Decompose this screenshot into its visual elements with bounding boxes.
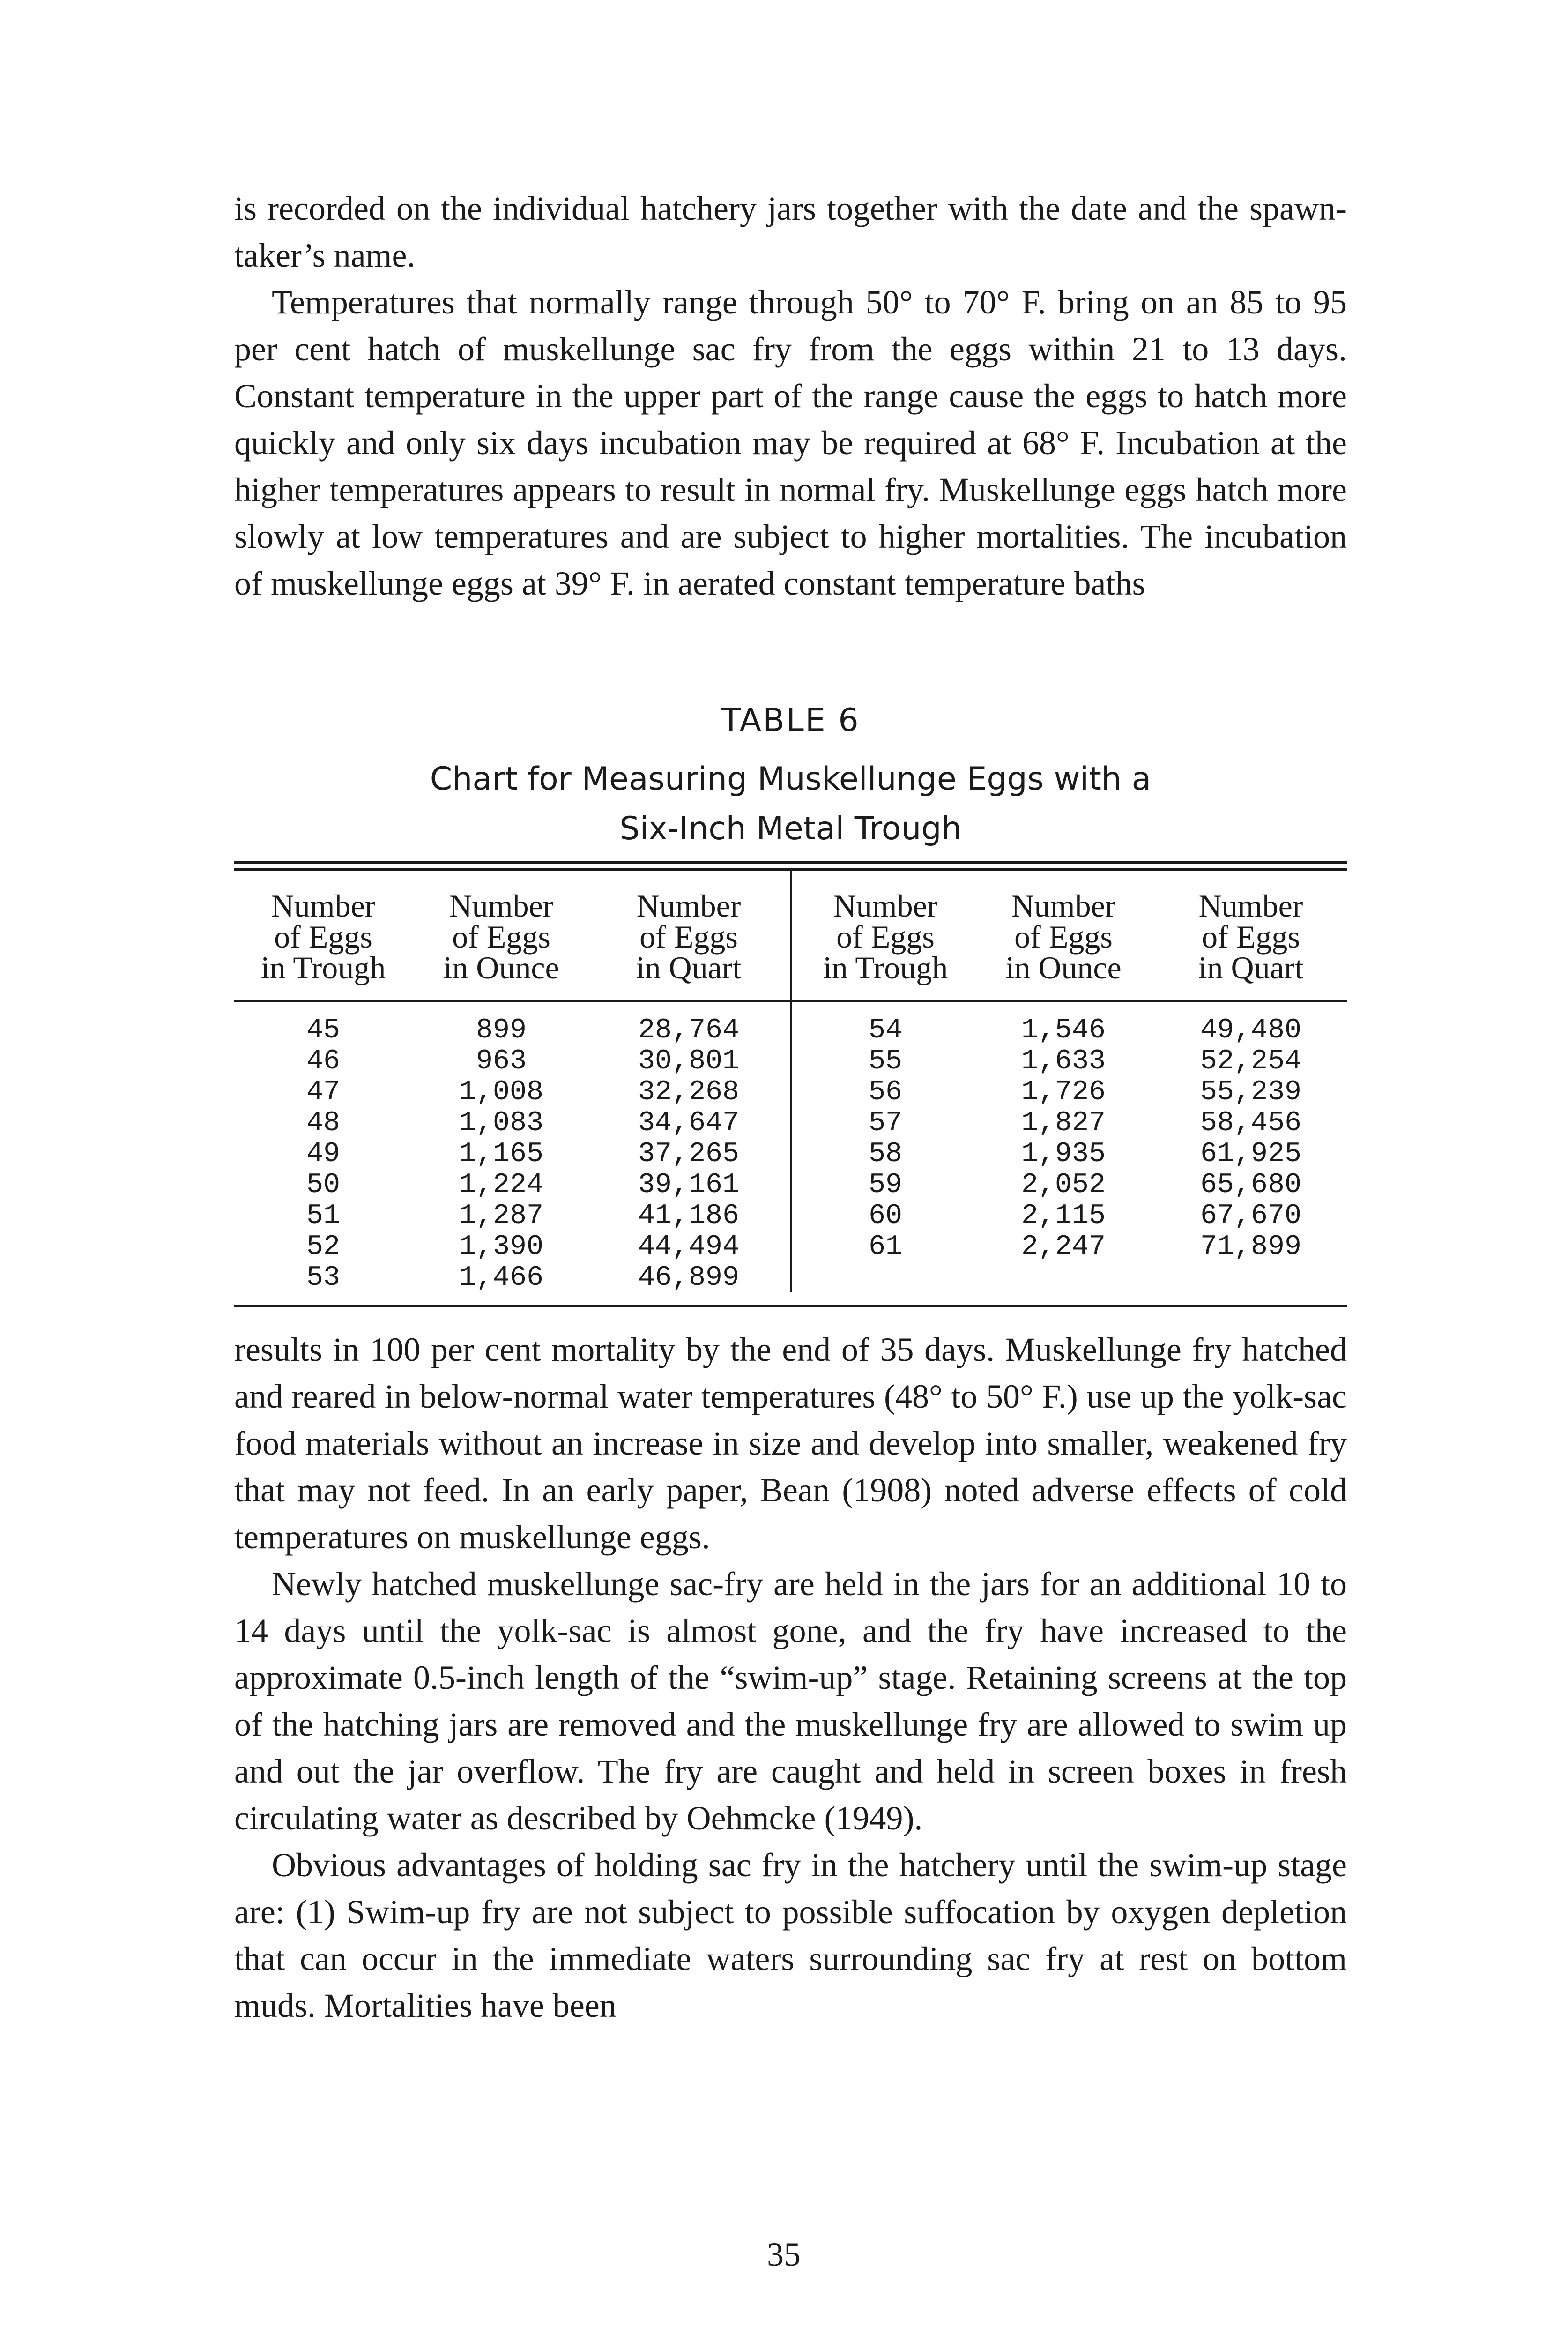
table-cell: 2,115	[1021, 1200, 1106, 1232]
table-cell: 2,052	[1021, 1169, 1106, 1201]
header-line: in Trough	[260, 950, 386, 985]
table-cell: 50	[306, 1169, 340, 1201]
header-line: of Eggs	[1202, 919, 1300, 955]
table-cell: 44,494	[638, 1231, 740, 1263]
column-values	[974, 1015, 1152, 1262]
header-line: in Quart	[1198, 950, 1304, 985]
table-cell: 28,764	[638, 1015, 740, 1046]
table-column-ounce-left	[412, 0, 590, 1359]
table-cell: 49,480	[1200, 1015, 1302, 1046]
table-cell: 1,083	[459, 1107, 544, 1139]
header-line: Number	[449, 888, 554, 924]
table-cell: 58,456	[1200, 1107, 1302, 1139]
header-line: in Trough	[823, 950, 948, 985]
table-center-divider	[790, 871, 792, 1292]
table-cell: 53	[306, 1262, 340, 1294]
header-line: of Eggs	[1014, 919, 1113, 955]
table-cell: 49	[306, 1138, 340, 1170]
table-cell: 56	[868, 1076, 902, 1108]
header-line: in Quart	[636, 950, 742, 985]
table-cell: 1,287	[459, 1200, 544, 1232]
table-cell: 47	[306, 1076, 340, 1108]
column-header	[974, 890, 1152, 983]
table-cell: 32,268	[638, 1076, 740, 1108]
table-cell: 46,899	[638, 1262, 740, 1294]
table-cell: 41,186	[638, 1200, 740, 1232]
header-line: in Ounce	[1005, 950, 1122, 985]
table-cell: 1,008	[459, 1076, 544, 1108]
table-caption-line-1: Chart for Measuring Muskellunge Eggs with a	[430, 761, 1152, 798]
table-column-ounce-right	[974, 0, 1152, 1359]
page-number: 35	[767, 2236, 801, 2273]
table-cell: 1,726	[1021, 1076, 1106, 1108]
table-column-trough-right	[796, 0, 974, 1359]
paragraph-sac-fry: Newly hatched muskellunge sac-fry are held in the jars for an additional 10 to 14 days until the yolk-sac is almost gone, and the fry have increased to the approximate 0.5-inch length of the “swim-up” stage. Retaining screens at the top of the hatching jars are removed and the muskellunge fry are allowed to swim up and out the jar overflow. The fry are caught and held in screen boxes in fresh circulating water as described by Oehmcke (1949).	[234, 1565, 1347, 1837]
table-cell: 48	[306, 1107, 340, 1139]
table-cell: 1,224	[459, 1169, 544, 1201]
table-column-quart-left	[590, 0, 787, 1359]
header-line: Number	[833, 888, 938, 924]
table-cell: 37,265	[638, 1138, 740, 1170]
table-cell: 67,670	[1200, 1200, 1302, 1232]
table-cell: 58	[868, 1138, 902, 1170]
table-cell: 1,935	[1021, 1138, 1106, 1170]
table-cell: 61,925	[1200, 1138, 1302, 1170]
column-values	[1152, 1015, 1349, 1262]
table-cell: 1,546	[1021, 1015, 1106, 1046]
column-values	[234, 1015, 412, 1293]
paragraph-temperatures: Temperatures that normally range through 50° to 70° F. bring on an 85 to 95 per cent hatch of muskellunge sac fry from the eggs within 21 to 13 days. Constant temperature in the upper part of the range cause the eggs to hatch more quickly and only six days incubation may be required at 68° F. Incubation at the higher temperatures appears to result in normal fry. Muskellunge eggs hatch more slowly at low temperatures and are subject to higher mortalities. The incubation of muskellunge eggs at 39° F. in aerated constant temperature baths	[234, 284, 1347, 602]
table-label: TABLE 6	[721, 702, 860, 739]
header-line: Number	[271, 888, 376, 924]
header-line: Number	[636, 888, 741, 924]
table-cell: 52,254	[1200, 1045, 1302, 1077]
header-line: of Eggs	[452, 919, 550, 955]
header-line: Number	[1011, 888, 1116, 924]
body-text-bottom	[234, 1326, 1347, 2029]
table-cell: 2,247	[1021, 1231, 1106, 1263]
paragraph-continuation: is recorded on the individual hatchery jars together with the date and the spawn-taker’s name.	[234, 190, 1347, 274]
paragraph-mortality: results in 100 per cent mortality by the end of 35 days. Muskellunge fry hatched and reared in below-normal water temperatures (48° to 50° F.) use up the yolk-sac food materials without an increase in size and develop into smaller, weakened fry that may not feed. In an early paper, Bean (1908) noted adverse effects of cold temperatures on muskellunge eggs.	[234, 1331, 1347, 1556]
table-cell: 1,827	[1021, 1107, 1106, 1139]
header-line: of Eggs	[639, 919, 738, 955]
header-line: Number	[1198, 888, 1303, 924]
column-header	[234, 890, 412, 983]
table-cell: 57	[868, 1107, 902, 1139]
table-cell: 39,161	[638, 1169, 740, 1201]
table-cell: 52	[306, 1231, 340, 1263]
header-line: of Eggs	[274, 919, 372, 955]
table-cell: 46	[306, 1045, 340, 1077]
table-cell: 1,390	[459, 1231, 544, 1263]
paragraph-advantages: Obvious advantages of holding sac fry in the hatchery until the swim-up stage are: (1) Swim-up fry are not subject to possible suffocation by oxygen depletion that can occur in the immediate waters surrounding sac fry at rest on bottom muds. Mortalities have been	[234, 1846, 1347, 2024]
table-cell: 1,466	[459, 1262, 544, 1294]
table-cell: 65,680	[1200, 1169, 1302, 1201]
table-cell: 60	[868, 1200, 902, 1232]
table-caption-line-2: Six-Inch Metal Trough	[619, 810, 962, 847]
header-line: of Eggs	[836, 919, 935, 955]
table-cell: 963	[476, 1045, 527, 1077]
table-cell: 61	[868, 1231, 902, 1263]
column-header	[590, 890, 787, 983]
column-values	[590, 1015, 787, 1293]
table-cell: 54	[868, 1015, 902, 1046]
column-values	[796, 1015, 974, 1262]
table-column-quart-right	[1152, 0, 1349, 1359]
column-header	[412, 890, 590, 983]
header-line: in Ounce	[443, 950, 559, 985]
table-cell: 51	[306, 1200, 340, 1232]
table-cell: 45	[306, 1015, 340, 1046]
table-cell: 34,647	[638, 1107, 740, 1139]
table-column-trough-left	[234, 0, 412, 1359]
table-cell: 59	[868, 1169, 902, 1201]
column-values	[412, 1015, 590, 1293]
column-header	[1152, 890, 1349, 983]
table-cell: 71,899	[1200, 1231, 1302, 1263]
column-header	[796, 890, 974, 983]
table-cell: 30,801	[638, 1045, 740, 1077]
table-cell: 55,239	[1200, 1076, 1302, 1108]
table-cell: 1,165	[459, 1138, 544, 1170]
table-cell: 899	[476, 1015, 527, 1046]
table-cell: 55	[868, 1045, 902, 1077]
table-cell: 1,633	[1021, 1045, 1106, 1077]
